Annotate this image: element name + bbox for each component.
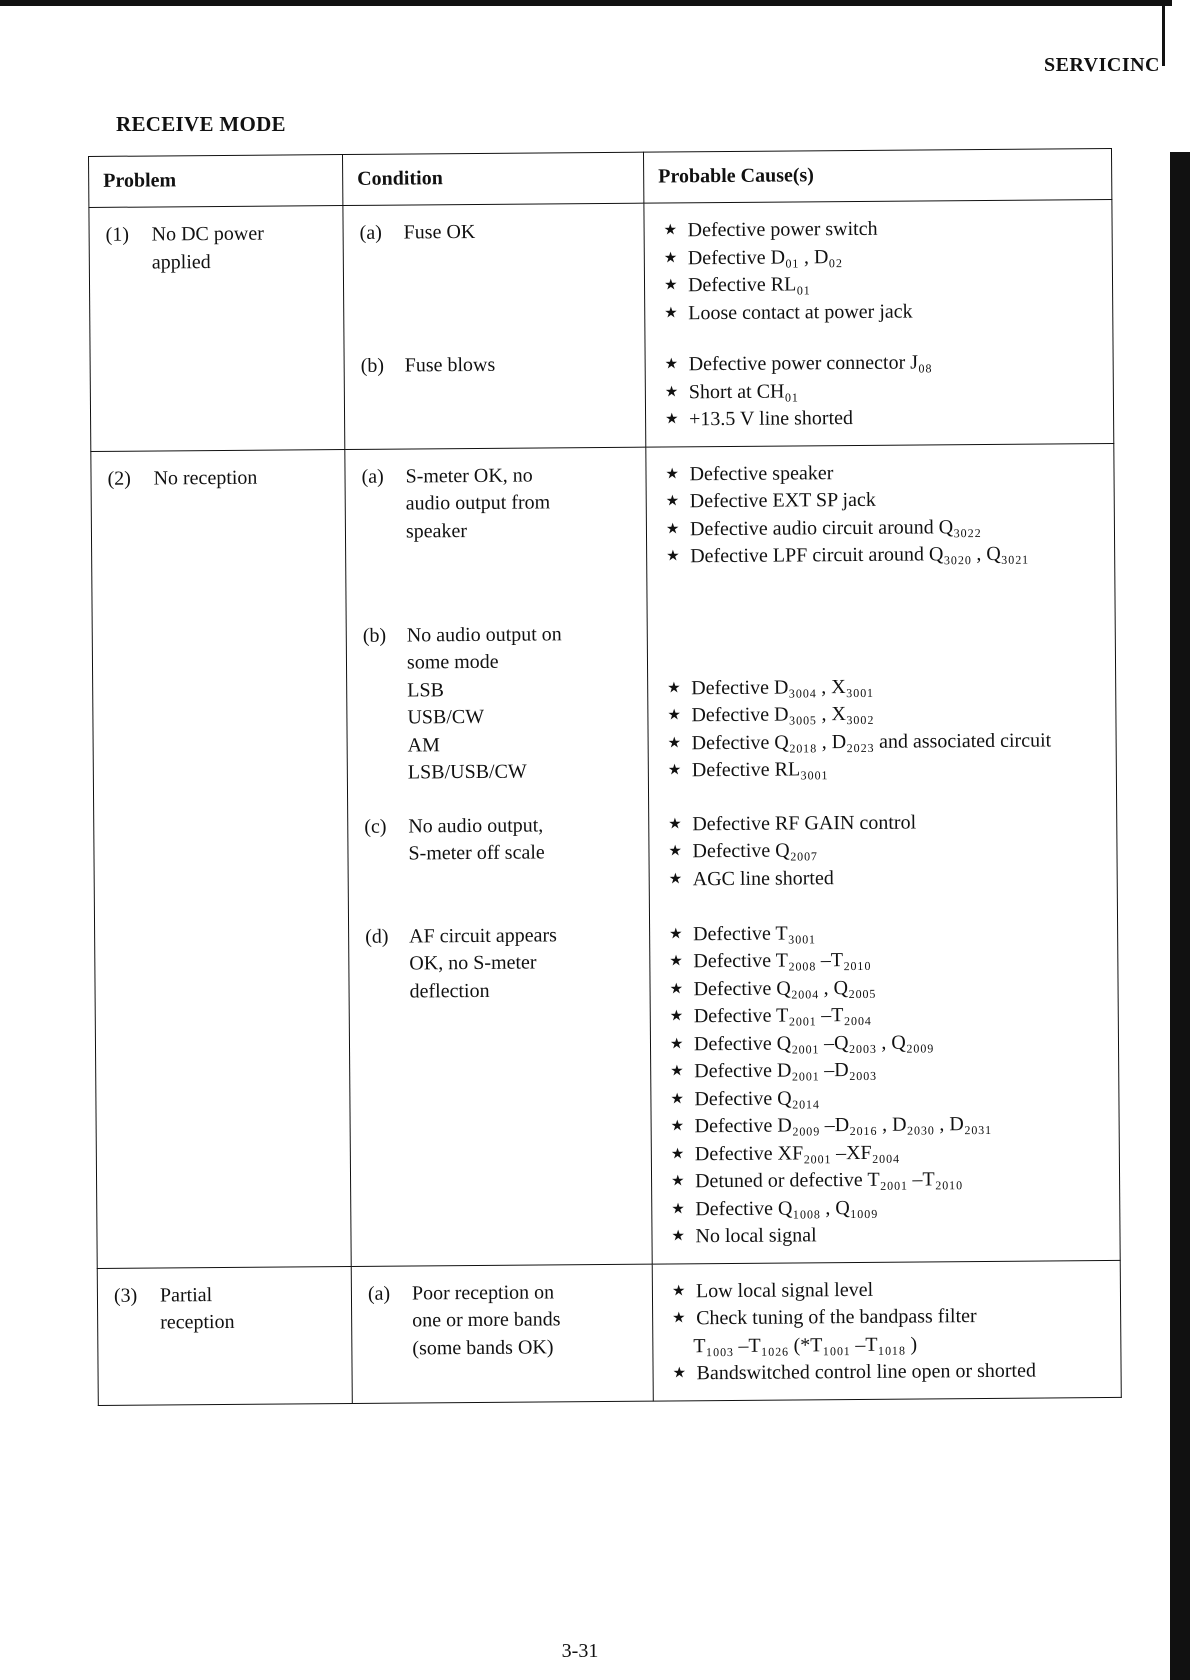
condition-text: Fuse blows: [404, 353, 496, 377]
star-bullet-icon: ★: [665, 411, 679, 428]
cause-item: ★ Defective Q₂₀₁₄: [667, 1083, 1104, 1114]
cause-item: ★ Bandswitched control line open or shorted: [669, 1357, 1106, 1388]
star-bullet-icon: ★: [670, 1063, 684, 1080]
condition-text: some mode: [406, 650, 499, 674]
table-header-row: [89, 148, 1112, 207]
condition-text: No audio output on: [406, 622, 562, 647]
condition-letter: (d): [365, 925, 389, 948]
problem-cell: [91, 449, 351, 1268]
cause-item: ★ Defective D₂₀₀₉ –D₂₀₁₆ , D₂₀₃₀ , D₂₀₃₁: [668, 1110, 1105, 1141]
star-bullet-icon: ★: [665, 465, 680, 482]
condition-text: No audio output,: [408, 813, 544, 838]
cause-item: ★ +13.5 V line shorted: [662, 403, 1099, 434]
cause-item: ★ No local signal: [668, 1220, 1105, 1251]
star-bullet-icon: ★: [663, 222, 678, 239]
cause-item: ★ Defective D₃₀₀₄ , X₃₀₀₁: [664, 672, 1101, 703]
condition-text: S-meter OK, no: [405, 464, 533, 488]
condition-text: AF circuit appears: [409, 923, 557, 948]
star-bullet-icon: ★: [669, 925, 683, 942]
star-bullet-icon: ★: [669, 980, 684, 997]
cause-item: ★ Short at CH₀₁: [662, 376, 1099, 407]
cause-item: ★ Defective power switch: [661, 214, 1098, 245]
table-row: [89, 199, 1114, 451]
mode-title: RECEIVE MODE: [116, 112, 286, 136]
star-bullet-icon: ★: [670, 1145, 685, 1162]
condition-text: deflection: [409, 979, 490, 1002]
top-right-tick: [1162, 6, 1165, 66]
condition-text: OK, no S-meter: [409, 951, 537, 975]
star-bullet-icon: ★: [664, 304, 678, 321]
star-bullet-icon: ★: [671, 1282, 686, 1299]
table-row: [97, 1260, 1121, 1405]
condition-text: audio output from: [405, 491, 551, 515]
star-bullet-icon: ★: [664, 383, 679, 400]
star-bullet-icon: ★: [665, 493, 680, 510]
problem-label-line: applied: [151, 250, 211, 274]
cause-item: ★ Defective Q₂₀₀₁ –Q₂₀₀₃ , Q₂₀₀₉: [667, 1028, 1104, 1059]
cause-item: ★ Defective power connector J₀₈: [662, 348, 1099, 379]
condition-cell: [351, 1264, 653, 1403]
star-bullet-icon: ★: [667, 734, 682, 751]
cause-item: ★ Defective RL₃₀₀₁: [665, 754, 1102, 785]
cause-item: ★ Defective D₃₀₀₅ , X₃₀₀₂: [664, 699, 1101, 730]
cause-item: ★ Defective Q₂₀₀₄ , Q₂₀₀₅: [666, 973, 1103, 1004]
cause-item: ★ Defective T₂₀₀₁ –T₂₀₀₄: [667, 1000, 1104, 1031]
star-bullet-icon: ★: [671, 1200, 685, 1217]
problem-cell: [97, 1266, 352, 1405]
star-bullet-icon: ★: [669, 1008, 684, 1025]
causes-column-header: Probable Cause(s): [643, 148, 1111, 203]
cause-item: ★ Defective XF₂₀₀₁ –XF₂₀₀₄: [668, 1138, 1105, 1169]
problem-label-line: No reception: [153, 466, 258, 489]
cause-item: ★ Defective Q₂₀₁₈ , D₂₀₂₃ and associated circuit: [665, 727, 1102, 758]
table-row: [91, 443, 1120, 1268]
star-bullet-icon: ★: [665, 520, 680, 537]
problem-label-line: Partial: [159, 1283, 213, 1306]
condition-cell: [345, 447, 652, 1266]
mode-label: AM: [407, 733, 440, 757]
condition-letter: (b): [360, 354, 385, 377]
star-bullet-icon: ★: [672, 1365, 687, 1382]
condition-cell: [343, 203, 646, 449]
problem-number: (1): [105, 223, 130, 246]
troubleshooting-table: [88, 148, 1122, 1406]
problem-label-line: No DC power: [151, 222, 264, 246]
problem-label-line: reception: [160, 1310, 235, 1334]
star-bullet-icon: ★: [668, 843, 682, 860]
causes-cell: [644, 199, 1114, 446]
condition-text: (some bands OK): [412, 1335, 554, 1359]
star-bullet-icon: ★: [671, 1173, 685, 1190]
condition-text: S-meter off scale: [408, 841, 545, 865]
cause-item: ★ Defective Q₂₀₀₇: [665, 835, 1102, 866]
condition-text: Fuse OK: [403, 220, 476, 244]
star-bullet-icon: ★: [670, 1090, 684, 1107]
star-bullet-icon: ★: [663, 277, 678, 294]
cause-item: ★ Loose contact at power jack: [661, 297, 1098, 328]
mode-label: USB/CW: [407, 705, 485, 729]
star-bullet-icon: ★: [668, 815, 682, 832]
cause-item: ★ Low local signal level: [669, 1275, 1106, 1306]
problem-cell: [89, 205, 345, 450]
star-bullet-icon: ★: [667, 762, 682, 779]
cause-item: ★ AGC line shorted: [666, 863, 1103, 894]
condition-text: speaker: [405, 519, 468, 543]
problem-number: (2): [107, 467, 131, 490]
cause-item: ★ Defective RF GAIN control: [665, 808, 1102, 839]
top-border-rule: [0, 0, 1172, 6]
cause-item: ★ Defective speaker: [662, 458, 1099, 489]
star-bullet-icon: ★: [669, 1035, 684, 1052]
mode-label: LSB/USB/CW: [407, 760, 527, 784]
star-bullet-icon: ★: [664, 356, 679, 373]
condition-text: Poor reception on: [411, 1280, 555, 1304]
cause-item: ★ Defective D₀₁ , D₀₂: [661, 242, 1098, 273]
star-bullet-icon: ★: [669, 953, 683, 970]
star-bullet-icon: ★: [663, 249, 678, 266]
cause-item: ★ Check tuning of the bandpass filter: [669, 1302, 1106, 1333]
star-bullet-icon: ★: [672, 1310, 686, 1327]
condition-letter: (a): [367, 1282, 391, 1305]
cause-item: ★ Detuned or defective T₂₀₀₁ –T₂₀₁₀: [668, 1165, 1105, 1196]
condition-column-header: Condition: [342, 152, 643, 205]
cause-item: ★ Defective RL₀₁: [661, 269, 1098, 300]
condition-letter: (c): [364, 815, 387, 838]
cause-item: ★ Defective LPF circuit around Q₃₀₂₀ , Q₃₀₂₁: [663, 540, 1100, 571]
mode-label: LSB: [407, 678, 444, 702]
star-bullet-icon: ★: [667, 679, 681, 696]
star-bullet-icon: ★: [671, 1228, 686, 1245]
cause-item: ★ Defective Q₁₀₀₈ , Q₁₀₀₉: [668, 1193, 1105, 1224]
problem-column-header: Problem: [89, 155, 343, 208]
star-bullet-icon: ★: [666, 548, 680, 565]
cause-item: ★ Defective D₂₀₀₁ –D₂₀₀₃: [667, 1055, 1104, 1086]
cause-item: ★ Defective EXT SP jack: [663, 485, 1100, 516]
causes-cell: [652, 1260, 1121, 1401]
section-header: SERVICINC: [1043, 54, 1160, 76]
condition-letter: (a): [361, 465, 384, 488]
star-bullet-icon: ★: [668, 870, 683, 887]
star-bullet-icon: ★: [670, 1118, 685, 1135]
condition-text: one or more bands: [412, 1308, 561, 1332]
condition-letter: (b): [362, 624, 387, 647]
star-bullet-icon: ★: [667, 707, 681, 724]
cause-item: ★ Defective T₃₀₀₁: [666, 918, 1103, 949]
right-edge-scan-band: [1170, 152, 1190, 1680]
cause-item: ★ Defective T₂₀₀₈ –T₂₀₁₀: [666, 945, 1103, 976]
cause-item: ★ Defective audio circuit around Q₃₀₂₂: [663, 513, 1100, 544]
page-number: 3-31: [561, 1640, 599, 1662]
cause-continuation: T₁₀₀₃ –T₁₀₂₆ (*T₁₀₀₁ –T₁₀₁₈ ): [693, 1333, 918, 1357]
condition-letter: (a): [359, 221, 382, 244]
causes-cell: [646, 443, 1120, 1264]
problem-number: (3): [113, 1284, 138, 1307]
